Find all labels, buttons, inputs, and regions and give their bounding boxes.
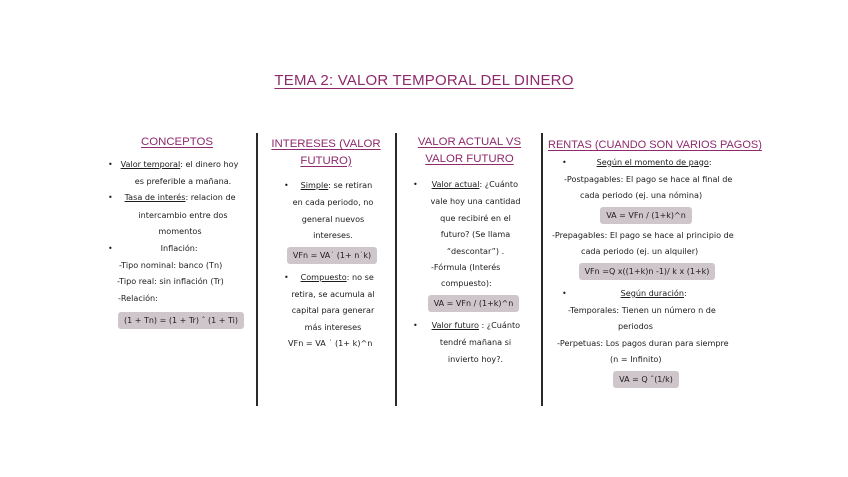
intereses-header: INTERESES (VALOR FUTURO): [271, 138, 381, 167]
valor-actual-item: • Valor actual: ¿Cuánto: [401, 176, 538, 193]
bullet-icon: •: [284, 272, 289, 282]
bullet-icon: •: [562, 157, 567, 167]
conceptos-header: CONCEPTOS: [141, 136, 213, 148]
valor-actual-formula: VA = VFn / (1+k)^n: [428, 295, 520, 312]
valor-futuro-item: • Valor futuro : ¿Cuánto: [401, 317, 538, 334]
bullet-icon: •: [562, 288, 567, 298]
conceptos-column: CONCEPTOS • Valor temporal: el dinero hoy es preferible a mañana. • Tasa de interés: relacion de intercambio entre dos momentos • Inflación: -Tipo nominal: banco (Tn) -Tipo real: sin inflación (Tr) -Relación: (1 + Tn) = (1 + Tr) ˆ (1 + Ti): [102, 134, 252, 329]
rentas-header: RENTAS (CUANDO SON VARIOS PAGOS): [548, 139, 762, 151]
rentas-column: RENTAS (CUANDO SON VARIOS PAGOS) • Según el momento de pago: -Postpagables: El pago se hace al final de cada periodo (ej. una nómina) VA = VFn / (1+k)^n -Prepagables: El pago se hace al principio de cada periodo (ej. un alquiler) VFn =Q x((1+k)n -1)/ k x (1+k) • Según duración: -Temporales: Tienen un número n de periodos -Perpetuas: Los pagos duran para siempre (n = Infinito) VA = Q ˆ(1/k): [548, 137, 744, 388]
momento-pago-item: • Según el momento de pago:: [548, 154, 744, 171]
page-title: TEMA 2: VALOR TEMPORAL DEL DINERO: [274, 72, 574, 89]
inflacion-item: • Inflación:: [102, 240, 252, 257]
column-divider-1: [256, 133, 258, 406]
bullet-icon: •: [413, 320, 418, 330]
simple-item: • Simple: se retiran: [262, 177, 390, 194]
perpetuas-formula: VA = Q ˆ(1/k): [613, 371, 679, 388]
postpagables-formula: VA = VFn / (1+k)^n: [600, 207, 692, 224]
column-divider-2: [395, 133, 397, 406]
intereses-column: INTERESES (VALOR FUTURO) • Simple: se retiran en cada periodo, no general nuevos intereses. VFn = VA˙ (1+ n˙k) • Compuesto: no se retira, se acumula al capital para generar más intereses VFn = VA ˙ (1+ k)^n: [262, 134, 390, 352]
valor-temporal-item: • Valor temporal: el dinero hoy: [102, 156, 252, 173]
bullet-icon: •: [108, 159, 113, 169]
bullet-icon: •: [108, 243, 113, 253]
simple-formula: VFn = VA˙ (1+ n˙k): [287, 247, 377, 264]
bullet-icon: •: [413, 180, 418, 189]
compuesto-item: • Compuesto: no se: [262, 269, 390, 286]
inflation-formula: (1 + Tn) = (1 + Tr) ˆ (1 + Ti): [118, 312, 244, 329]
valor-actual-column: VALOR ACTUAL VS VALOR FUTURO • Valor actual: ¿Cuánto vale hoy una cantidad que recibiré en el futuro? (Se llama “descontar”) . -Fórmula (Interés compuesto): VA = VFn / (1+k)^n • Valor futuro : ¿Cuánto tendré mañana si invierto hoy?.: [401, 134, 538, 367]
prepagables-formula: VFn =Q x((1+k)n -1)/ k x (1+k): [579, 263, 716, 280]
tasa-interes-item: • Tasa de interés: relacion de: [102, 189, 252, 206]
compuesto-formula: VFn = VA ˙ (1+ k)^n: [288, 338, 373, 349]
column-divider-3: [541, 133, 543, 406]
bullet-icon: •: [284, 181, 289, 190]
duracion-item: • Según duración:: [548, 285, 744, 302]
valor-actual-header: VALOR ACTUAL VS VALOR FUTURO: [417, 136, 522, 165]
bullet-icon: •: [108, 193, 113, 203]
